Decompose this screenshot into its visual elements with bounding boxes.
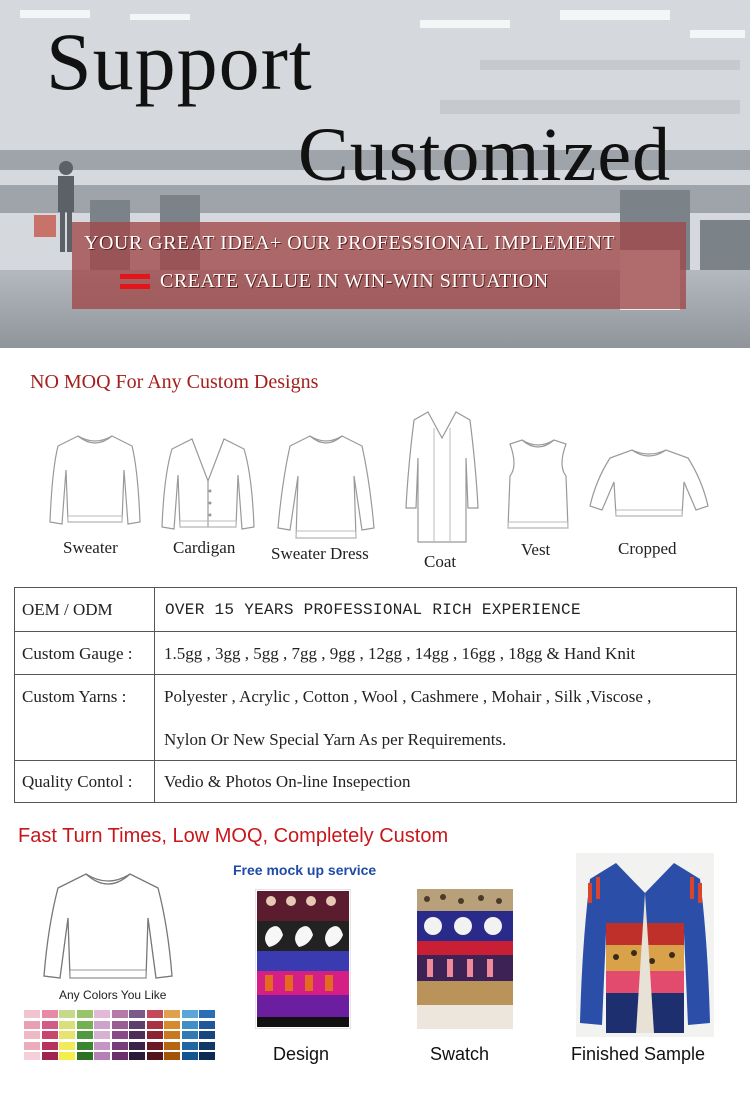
garment-vest [502,436,574,532]
table-row-quality [15,761,736,802]
step-label-finished-sample: Finished Sample [571,1044,706,1064]
color-swatch [147,1021,163,1029]
garment-label-sweater: Sweater [63,538,118,557]
color-swatch [42,1010,58,1018]
color-swatch [42,1042,58,1050]
cardigan-icon [160,435,256,535]
garment-label-coat: Coat [424,552,457,571]
row-value: Polyester , Acrylic , Cotton , Wool , Cashmere , Mohair , Silk ,Viscose , [164,687,652,706]
color-swatch [129,1031,145,1039]
color-swatch [199,1052,215,1060]
color-swatch [147,1042,163,1050]
color-swatch [24,1052,40,1060]
equals-icon [120,272,150,292]
row-value: Vedio & Photos On-line Insepection [164,772,411,791]
garment-label-vest: Vest [521,540,551,559]
color-swatch [164,1052,180,1060]
row-value: OVER 15 YEARS PROFESSIONAL RICH EXPERIENCE [165,601,581,619]
slogan-box [72,222,686,309]
color-swatch [94,1021,110,1029]
garment-label-cardigan: Cardigan [173,538,236,557]
color-swatch [77,1021,93,1029]
finished-cardigan-icon [576,853,714,1037]
color-swatch [94,1031,110,1039]
color-swatch [42,1021,58,1029]
garment-sweater-dress [274,432,378,542]
garment-cardigan [160,435,256,535]
color-swatch [199,1010,215,1018]
row-value-continued: Nylon Or New Special Yarn As per Requirements. [164,730,507,749]
color-swatch [129,1042,145,1050]
color-swatch [147,1052,163,1060]
color-swatch [129,1010,145,1018]
color-swatch [112,1021,128,1029]
color-swatch [199,1042,215,1050]
color-swatch [42,1052,58,1060]
color-swatch [59,1010,75,1018]
color-swatch [147,1010,163,1018]
color-swatch [94,1042,110,1050]
any-colors-caption: Any Colors You Like [59,988,167,1002]
sweater-icon [48,430,142,530]
fast-turn-heading: Fast Turn Times, Low MOQ, Completely Custom [18,825,449,847]
color-swatch [112,1031,128,1039]
design-pattern-icon [255,889,351,1029]
color-swatch [24,1031,40,1039]
garment-label-cropped: Cropped [618,539,677,558]
table-row-yarns [15,675,736,761]
garment-sweater [48,430,142,530]
color-swatch [59,1042,75,1050]
color-swatch [112,1052,128,1060]
specifications-table [14,587,737,803]
color-swatch [182,1052,198,1060]
color-swatch [164,1031,180,1039]
color-swatch [77,1042,93,1050]
row-label: OEM / ODM [15,588,155,631]
color-swatch [182,1042,198,1050]
sweater-dress-icon [274,432,378,542]
row-label: Quality Contol : [15,761,155,802]
color-swatch [24,1021,40,1029]
color-swatch [59,1021,75,1029]
row-value: 1.5gg , 3gg , 5gg , 7gg , 9gg , 12gg , 14gg , 16gg , 18gg & Hand Knit [164,644,636,663]
color-swatch [182,1010,198,1018]
color-swatch [182,1021,198,1029]
color-swatch [164,1042,180,1050]
color-swatch [77,1031,93,1039]
color-swatch [199,1031,215,1039]
row-label: Custom Yarns : [15,675,155,760]
color-swatch [147,1031,163,1039]
garment-coat [404,408,480,548]
table-row-oem [15,588,736,632]
vest-icon [502,436,574,532]
color-swatch [112,1010,128,1018]
table-row-gauge [15,632,736,675]
color-swatch [59,1031,75,1039]
row-label: Custom Gauge : [15,632,155,674]
color-swatch [24,1042,40,1050]
color-swatch [112,1042,128,1050]
color-swatch [94,1010,110,1018]
color-swatch [94,1052,110,1060]
color-swatch [129,1021,145,1029]
mock-up-note: Free mock up service [233,862,377,878]
slogan-line-2: CREATE VALUE IN WIN-WIN SITUATION [160,270,549,292]
garment-label-sweater-dress: Sweater Dress [271,544,369,563]
color-swatch [59,1052,75,1060]
color-swatch [77,1052,93,1060]
coat-icon [404,408,480,548]
hero-title-customized: Customized [298,113,672,197]
color-swatch [164,1010,180,1018]
step-label-swatch: Swatch [430,1044,490,1064]
color-swatch [164,1021,180,1029]
slogan-line-1: YOUR GREAT IDEA+ OUR PROFESSIONAL IMPLEMENT [84,232,616,254]
color-swatch [24,1010,40,1018]
step-label-design: Design [273,1044,330,1064]
knit-swatch-icon [417,889,513,1029]
color-swatch [42,1031,58,1039]
hero-banner [0,0,750,348]
cropped-sweater-icon [588,446,710,522]
hero-title-support: Support [46,16,313,107]
color-swatch [129,1052,145,1060]
color-palette [24,1010,216,1062]
blank-sweater-sketch-icon [42,866,174,986]
color-swatch [182,1031,198,1039]
color-swatch [199,1021,215,1029]
color-swatch [77,1010,93,1018]
moq-heading: NO MOQ For Any Custom Designs [30,371,319,393]
garment-cropped [588,446,710,522]
